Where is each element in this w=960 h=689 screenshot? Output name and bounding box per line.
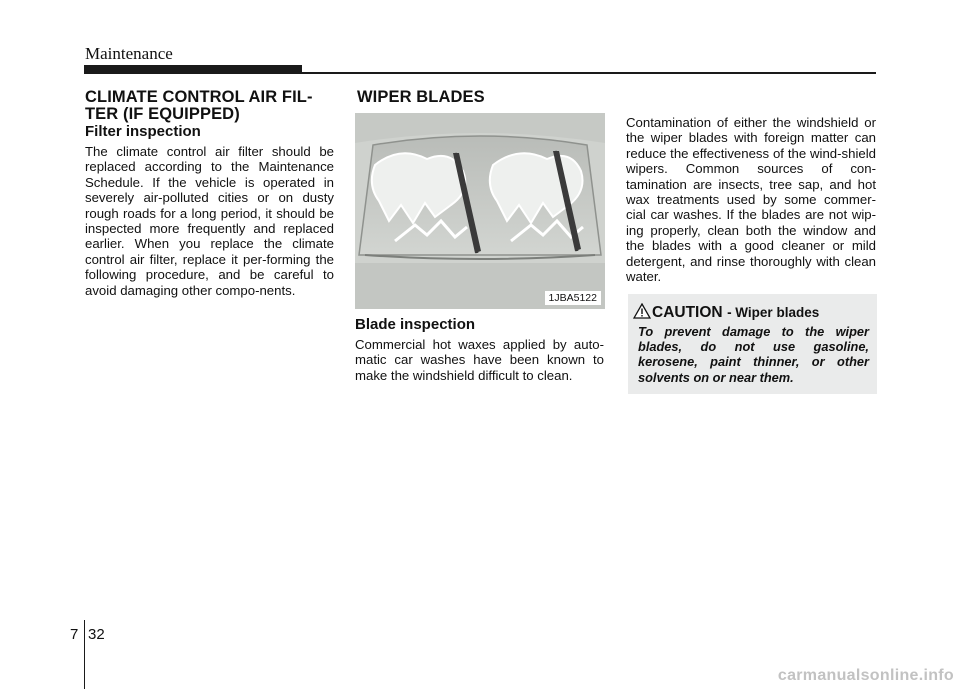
header-rule (302, 72, 876, 74)
caution-box (628, 294, 877, 394)
header-bar (84, 65, 302, 74)
blade-inspection-heading: Blade inspection (355, 316, 476, 333)
climate-body-text: The climate control air filter should be replaced according to the Maintenance Schedule. If the vehicle is operated in severely air-polluted cities or on dusty rough roads for a long period, it should be inspected more frequently and replaced earlier. When you replace the climate control air filter, replace it per-forming the following procedure, and be careful to avoid damaging other compo-nents. (85, 144, 334, 298)
caution-heading (652, 304, 819, 322)
watermark: carmanualsonline.info (777, 667, 954, 684)
climate-heading (85, 89, 335, 123)
caution-subtitle: - Wiper blades (727, 305, 820, 320)
chapter-number: 7 (70, 626, 79, 643)
footer-rule (84, 620, 85, 689)
contamination-text: Contamination of either the windshield or the wiper blades with foreign matter can reduce the effectiveness of the wind-shield wipers. Common sources of con-tamination are insects, tree sap, and hot wax treatments used by some commer-cial car washes. If the blades are not wip-ing properly, clean both the window and the blades with a good cleaner or mild detergent, and rinse thoroughly with clean water. (626, 115, 876, 285)
climate-heading-line1: CLIMATE CONTROL AIR FIL- (85, 88, 313, 106)
blade-inspection-text: Commercial hot waxes applied by auto-matic car washes have been known to make the windshield difficult to clean. (355, 337, 604, 383)
wiper-heading: WIPER BLADES (357, 88, 485, 106)
page-header-title: Maintenance (85, 44, 173, 63)
climate-heading-line2: TER (IF EQUIPPED) (85, 105, 240, 123)
caution-text: To prevent damage to the wiper blades, do not use gasoline, kerosene, paint thinner, or other solvents on or near them. (638, 324, 869, 385)
figure-label: 1JBA5122 (545, 291, 601, 305)
caution-title: CAUTION (652, 304, 723, 321)
warning-triangle-icon (633, 303, 651, 319)
windshield-illustration (355, 113, 605, 309)
wiper-figure (355, 113, 605, 309)
filter-inspection-heading: Filter inspection (85, 123, 201, 140)
page-number: 32 (88, 626, 105, 643)
